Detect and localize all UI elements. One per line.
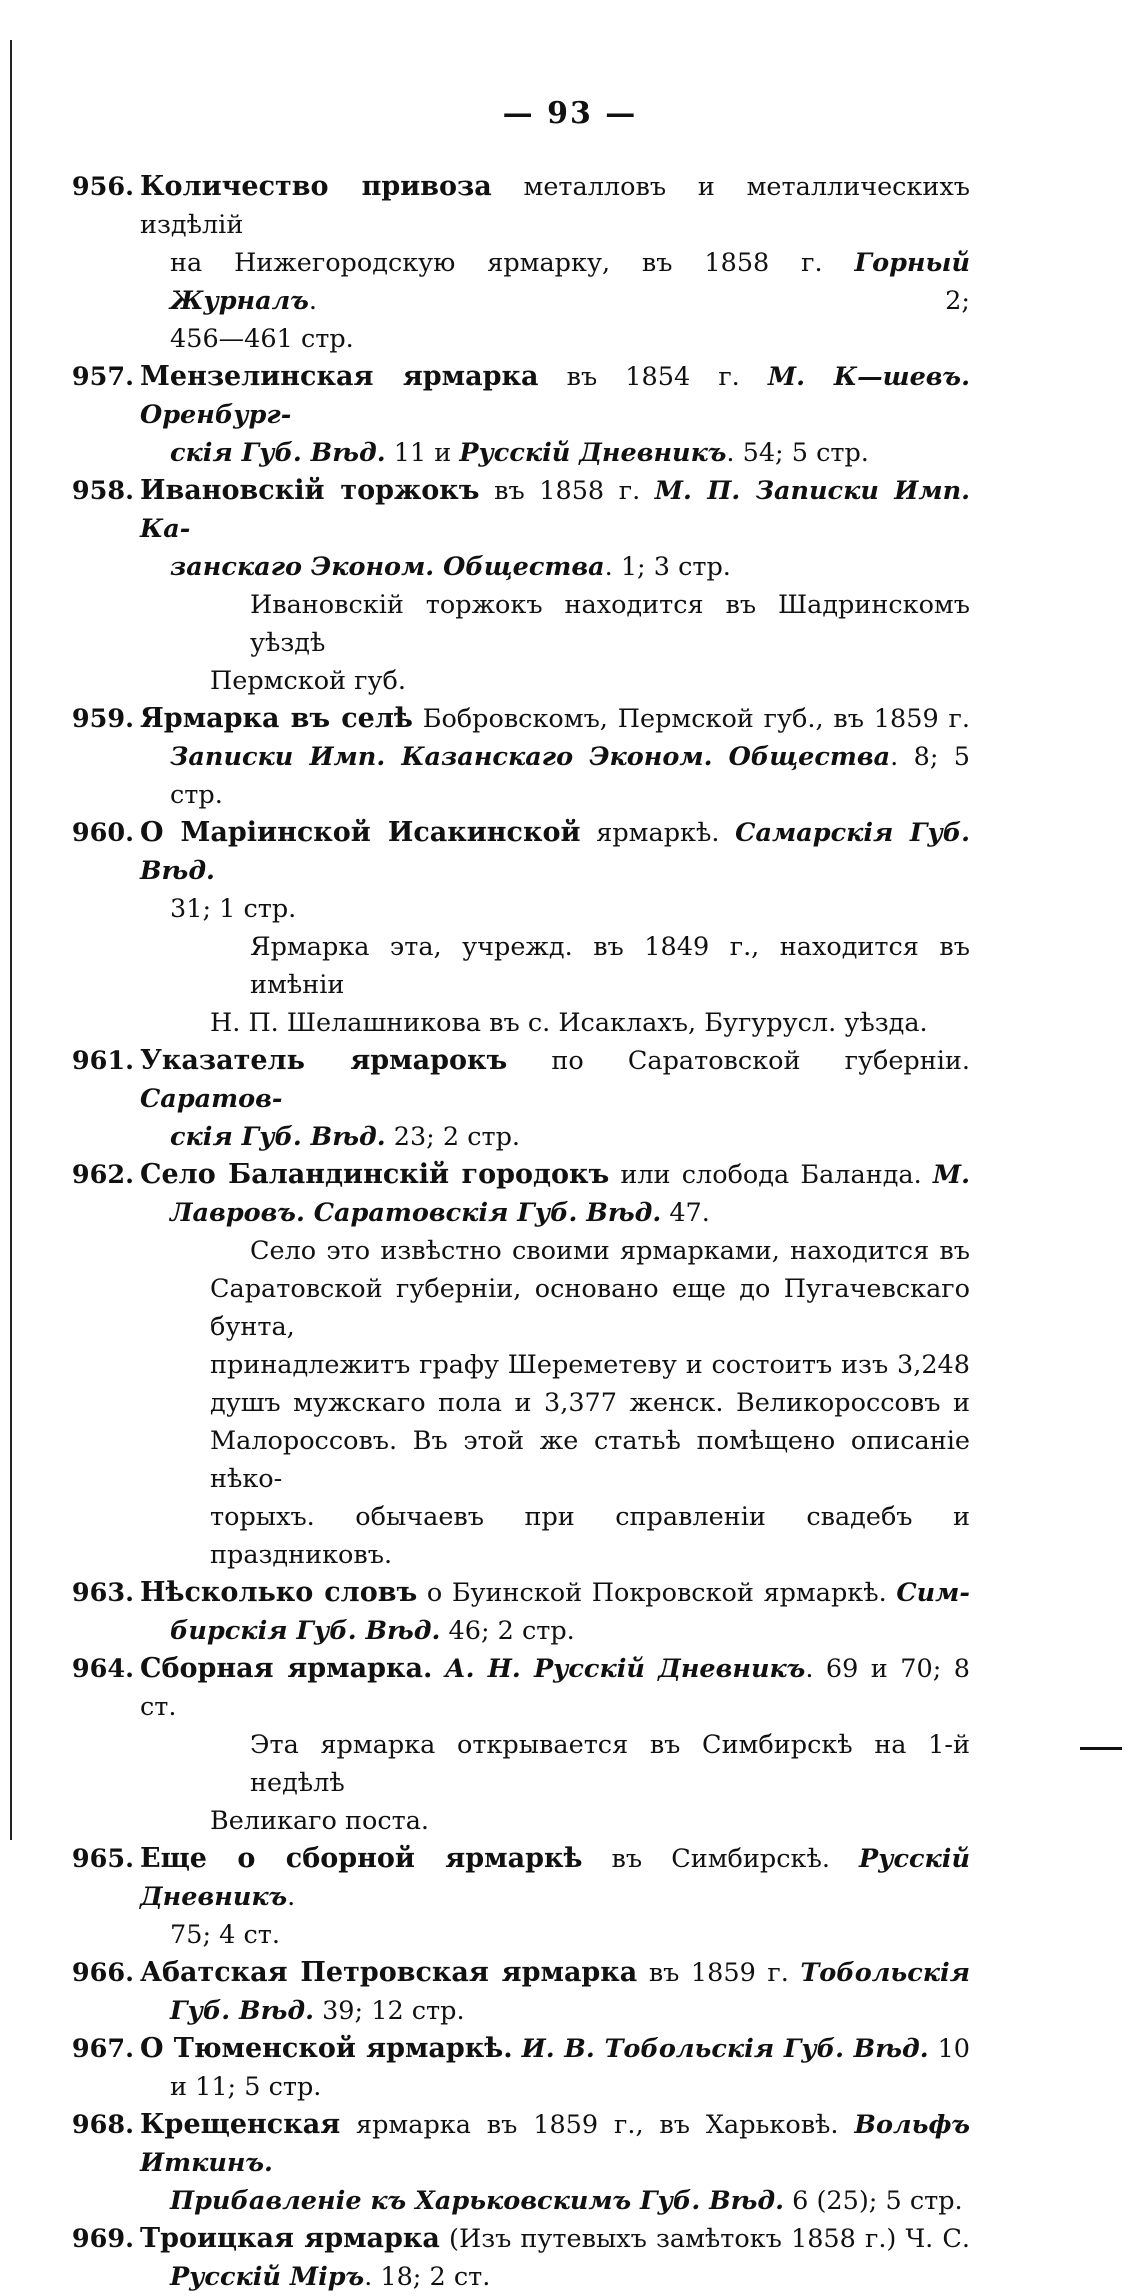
entry-source: Русскій Дневникъ [140, 1844, 970, 1912]
entry-number: 959. [71, 704, 134, 734]
entry-note: Н. П. Шелашникова въ с. Исаклахъ, Бугурусл. уѣзда. [210, 1008, 928, 1038]
entry-note: Ивановскій торжокъ находится въ Шадринскомъ уѣздѣ [250, 590, 970, 658]
entry-source: Вольфъ Иткинъ. [140, 2110, 970, 2178]
bibliography-entry: 958. Ивановскій торжокъ въ 1858 г. М. П. Записки Имп. Ка- занскаго Эконом. Общества. 1; 3 стр. Ивановскій торжокъ находится въ Шадринскомъ уѣздѣ Пермской губ. [70, 472, 970, 700]
entry-note: Саратовской губерніи, основано еще до Пугачевскаго бунта, [210, 1274, 970, 1342]
entry-note: Село это извѣстно своими ярмарками, находится въ [250, 1236, 970, 1266]
entry-source: Русскій Міръ [170, 2262, 365, 2292]
entry-note: принадлежитъ графу Шереметеву и состоитъ изъ 3,248 [210, 1350, 970, 1380]
entry-title: Троицкая ярмарка [140, 2223, 440, 2254]
entry-title: Еще о сборной ярмаркѣ [140, 1843, 583, 1874]
entry-note: душъ мужскаго пола и 3,377 женск. Великороссовъ и [210, 1388, 970, 1418]
entry-source: Сим- [896, 1578, 970, 1608]
bibliography-entry: 965. Еще о сборной ярмаркѣ въ Симбирскѣ. Русскій Дневникъ. 75; 4 ст. [70, 1840, 970, 1954]
entry-note: Ярмарка эта, учрежд. въ 1849 г., находится въ имѣніи [250, 932, 970, 1000]
entry-title: Мензелинская ярмарка [140, 361, 539, 392]
entry-note: торыхъ. обычаевъ при справленіи свадебъ и праздниковъ. [210, 1502, 970, 1570]
entry-source: А. Н. Русскій Дневникъ [444, 1654, 806, 1684]
binding-edge [10, 40, 12, 1840]
bibliography-entry: 956. Количество привоза металловъ и металлическихъ издѣлій на Нижегородскую ярмарку, въ 1858 г. Горный Журналъ. 2; 456—461 стр. [70, 168, 970, 358]
entry-title: Абатская Петровская ярмарка [140, 1957, 638, 1988]
entry-title: Ивановскій торжокъ [140, 475, 480, 506]
entry-number: 969. [71, 2224, 134, 2254]
entry-number: 968. [71, 2110, 134, 2140]
page-number: — 93 — [502, 96, 638, 131]
entry-title: Крещенская [140, 2109, 341, 2140]
entry-number: 958. [71, 476, 134, 506]
entry-title: Ярмарка въ селѣ [140, 703, 413, 734]
entry-source: Самарскія Губ. Вѣд. [140, 818, 970, 886]
entry-note: Великаго поста. [210, 1806, 430, 1836]
bibliography-entry: 968. Крещенская ярмарка въ 1859 г., въ Харьковѣ. Вольфъ Иткинъ. Прибавленіе къ Харьковскимъ Губ. Вѣд. 6 (25); 5 стр. [70, 2106, 970, 2220]
bibliography-entry: 960. О Маріинской Исакинской ярмаркѣ. Самарскія Губ. Вѣд. 31; 1 стр. Ярмарка эта, учрежд. въ 1849 г., находится въ имѣніи Н. П. Шелашникова въ с. Исаклахъ, Бугурусл. уѣзда. [70, 814, 970, 1042]
entry-title: Село Баландинскій городокъ [140, 1159, 610, 1190]
entry-note: Пермской губ. [210, 666, 406, 696]
entry-source: И. В. Тобольскія Губ. Вѣд. [521, 2034, 929, 2064]
entry-number: 967. [71, 2034, 134, 2064]
entry-number: 965. [71, 1844, 134, 1874]
bibliography-entry: 959. Ярмарка въ селѣ Бобровскомъ, Пермской губ., въ 1859 г. Записки Имп. Казанскаго Эконом. Общества. 8; 5 стр. [70, 700, 970, 814]
bibliography-entry: 957. Мензелинская ярмарка въ 1854 г. М. К—шевъ. Оренбург- скія Губ. Вѣд. 11 и Русскій Дневникъ. 54; 5 стр. [70, 358, 970, 472]
entry-number: 961. [71, 1046, 134, 1076]
entry-title: О Тюменской ярмаркѣ. [140, 2033, 513, 2064]
entry-number: 963. [71, 1578, 134, 1608]
entry-note: Малороссовъ. Въ этой же статьѣ помѣщено описаніе нѣко- [210, 1426, 970, 1494]
entry-source: Тобольскія [800, 1958, 970, 1988]
entry-title: Указатель ярмарокъ [140, 1045, 508, 1076]
bibliography-entry: 962. Село Баландинскій городокъ или слобода Баланда. М. Лавровъ. Саратовскія Губ. Вѣд. 47. Село это извѣстно своими ярмарками, находится въ Саратовской губерніи, основано еще до Пугачевскаго бунта, принадлежитъ графу Шереметеву и состоитъ изъ 3,248 душъ мужскаго пола и 3,377 женск. Великороссовъ и Малороссовъ. Въ этой же статьѣ помѣщено описаніе нѣко- торыхъ. обычаевъ при справленіи свадебъ и праздниковъ. [70, 1156, 970, 1574]
bibliography-entry: 964. Сборная ярмарка. А. Н. Русскій Дневникъ. 69 и 70; 8 ст. Эта ярмарка открывается въ Симбирскѣ на 1-й недѣлѣ Великаго поста. [70, 1650, 970, 1840]
entry-source: М. П. Записки Имп. Ка- [140, 476, 970, 544]
entry-title: Количество привоза [140, 171, 492, 202]
margin-dash [1080, 1747, 1122, 1750]
bibliography-entry: 967. О Тюменской ярмаркѣ. И. В. Тобольскія Губ. Вѣд. 10 и 11; 5 стр. [70, 2030, 970, 2106]
bibliography-entry: 969. Троицкая ярмарка (Изъ путевыхъ замѣтокъ 1858 г.) Ч. С. Русскій Міръ. 18; 2 ст. [70, 2220, 970, 2296]
bibliography-entry: 961. Указатель ярмарокъ по Саратовской губерніи. Саратов- скія Губ. Вѣд. 23; 2 стр. [70, 1042, 970, 1156]
entry-source: М. [932, 1160, 970, 1190]
entry-number: 962. [71, 1160, 134, 1190]
bibliography-list [70, 168, 970, 2296]
entry-number: 956. [71, 172, 134, 202]
entry-number: 960. [71, 818, 134, 848]
entry-number: 957. [71, 362, 134, 392]
entry-title: О Маріинской Исакинской [140, 817, 581, 848]
entry-number: 966. [71, 1958, 134, 1988]
entry-source: Горный Журналъ [170, 248, 970, 316]
entry-title: Нѣсколько словъ [140, 1577, 418, 1608]
bibliography-entry: 963. Нѣсколько словъ о Буинской Покровской ярмаркѣ. Сим- бирскія Губ. Вѣд. 46; 2 стр. [70, 1574, 970, 1650]
entry-source: М. К—шевъ. Оренбург- [140, 362, 970, 430]
bibliography-entry: 966. Абатская Петровская ярмарка въ 1859 г. Тобольскія Губ. Вѣд. 39; 12 стр. [70, 1954, 970, 2030]
entry-number: 964. [71, 1654, 134, 1684]
entry-source: Саратов- [140, 1084, 283, 1114]
entry-note: Эта ярмарка открывается въ Симбирскѣ на 1-й недѣлѣ [250, 1730, 970, 1798]
entry-title: Сборная ярмарка. [140, 1653, 433, 1684]
entry-source: Записки Имп. Казанскаго Эконом. Общества [170, 742, 891, 772]
